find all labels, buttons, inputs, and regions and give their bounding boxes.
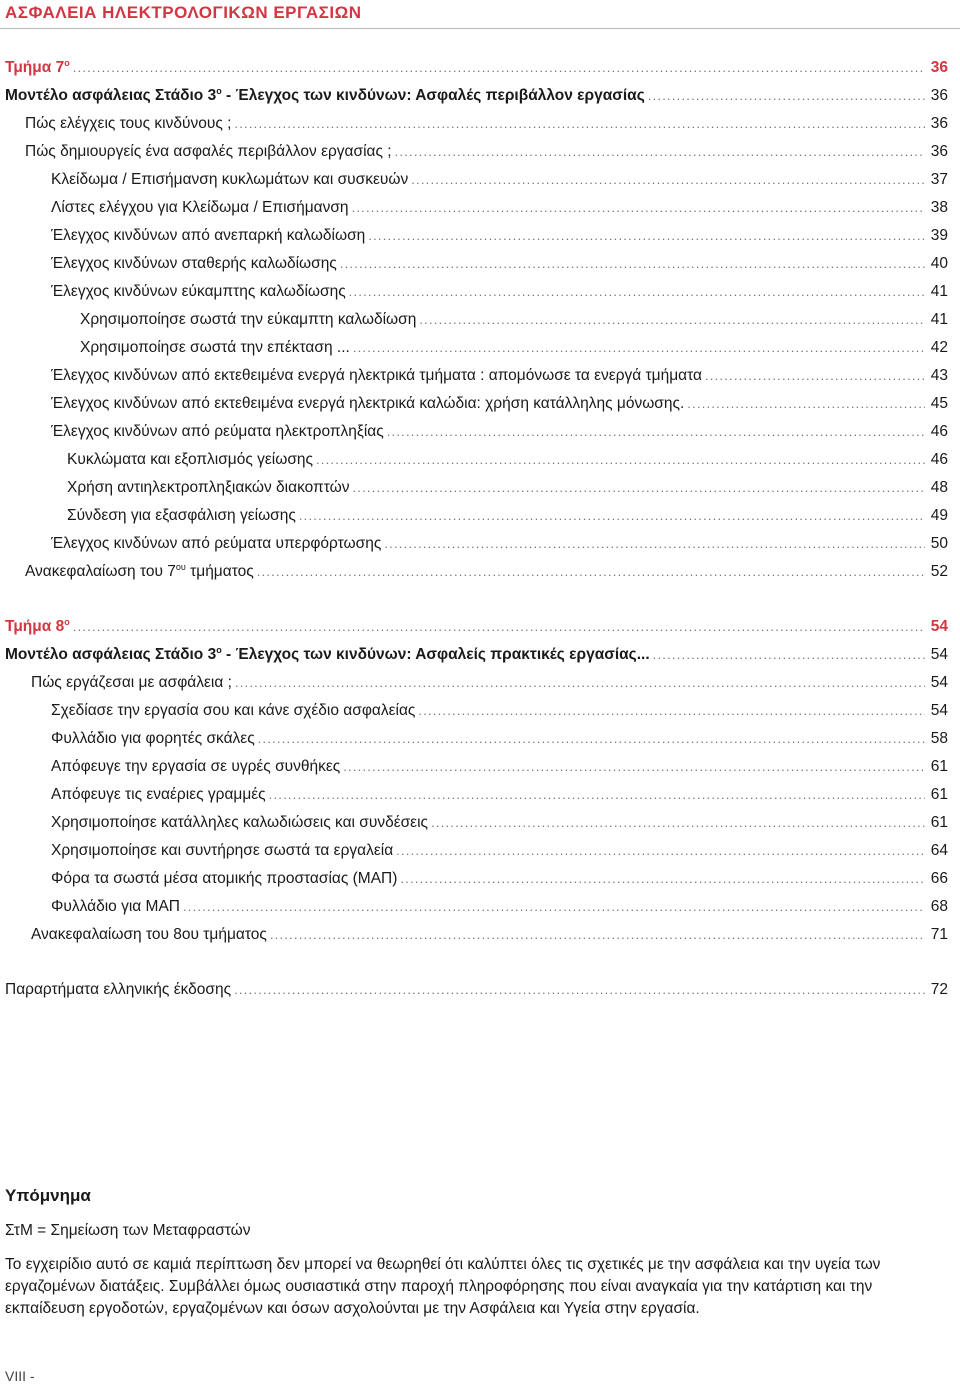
toc-entry[interactable] <box>0 531 948 557</box>
leader-dots <box>411 167 925 193</box>
toc-page-number: 66 <box>930 870 948 887</box>
toc-page-number: 39 <box>930 227 948 244</box>
toc-page-number: 46 <box>930 451 948 468</box>
toc-page-number: 72 <box>930 981 948 998</box>
toc-label: Έλεγχος κινδύνων σταθερής καλωδίωσης <box>51 255 337 272</box>
leader-dots <box>368 223 924 249</box>
leader-dots <box>353 335 925 361</box>
toc-entry[interactable] <box>0 670 948 696</box>
toc-label: Απόφευγε τις εναέριες γραμμές <box>51 786 266 803</box>
toc-label: Κλείδωμα / Επισήμανση κυκλωμάτων και συσκευών <box>51 171 409 188</box>
leader-dots <box>705 363 925 389</box>
leader-dots <box>235 670 925 696</box>
toc-label: Έλεγχος κινδύνων από εκτεθειμένα ενεργά ηλεκτρικά καλώδια: χρήση κατάλληλης μόνωσης. <box>51 395 685 412</box>
leader-dots <box>353 475 925 501</box>
leader-dots <box>349 279 925 305</box>
toc-page-number: 42 <box>930 339 948 356</box>
toc-page-number: 45 <box>930 395 948 412</box>
leader-dots <box>343 754 925 780</box>
toc-label: Φόρα τα σωστά μέσα ατομικής προστασίας (ΜΑΠ) <box>51 870 398 887</box>
toc-page-number: 61 <box>930 786 948 803</box>
leader-dots <box>648 83 925 109</box>
toc-entry[interactable] <box>0 307 948 333</box>
toc-entry[interactable] <box>0 419 948 445</box>
toc-entry[interactable] <box>0 894 948 920</box>
toc-entry[interactable] <box>0 838 948 864</box>
toc-page-number: 50 <box>930 535 948 552</box>
toc-label: Απόφευγε την εργασία σε υγρές συνθήκες <box>51 758 341 775</box>
toc-entry[interactable] <box>0 167 948 193</box>
toc-label: Σύνδεση για εξασφάλιση γείωσης <box>67 507 296 524</box>
toc-entry[interactable] <box>0 111 948 137</box>
toc-page-number: 37 <box>930 171 948 188</box>
toc-page-number: 41 <box>930 311 948 328</box>
toc-label-rest: - Έλεγχος των κινδύνων: Ασφαλείς πρακτικές εργασίας... <box>221 646 650 663</box>
toc-page-number: 36 <box>930 59 948 76</box>
toc-label: Χρήση αντιηλεκτροπληξιακών διακοπτών <box>67 479 350 496</box>
toc-label: Έλεγχος κινδύνων από εκτεθειμένα ενεργά ηλεκτρικά τμήματα : απομόνωσε τα ενεργά τμήματα <box>51 367 702 384</box>
toc-label: Κυκλώματα και εξοπλισμός γείωσης <box>67 451 313 468</box>
toc-label: Έλεγχος κινδύνων από ρεύματα υπερφόρτωσης <box>51 535 382 552</box>
leader-dots <box>270 922 925 948</box>
toc-page-number: 36 <box>930 143 948 160</box>
toc-entry[interactable] <box>0 251 948 277</box>
toc-label: Έλεγχος κινδύνων εύκαμπτης καλωδίωσης <box>51 283 346 300</box>
toc-page-number: 54 <box>930 674 948 691</box>
legend-abbreviation: ΣτΜ = Σημείωση των Μεταφραστών <box>5 1222 251 1239</box>
leader-dots <box>234 111 924 137</box>
toc-model-stage-3-environment[interactable]: Μοντέλο ασφάλειας Στάδιο $3^o$ - Έλεγχος των κινδύνων: Ασφαλές περιβάλλον εργασίας ..... 36 <box>0 83 948 109</box>
header-divider <box>0 28 960 29</box>
toc-entry[interactable] <box>0 279 948 305</box>
toc-entry[interactable] <box>0 503 948 529</box>
document-header-title: ΑΣΦΑΛΕΙΑ ΗΛΕΚΤΡΟΛΟΓΙΚΩΝ ΕΡΓΑΣΙΩΝ <box>5 3 362 22</box>
toc-page-number: 61 <box>930 758 948 775</box>
toc-page-number: 48 <box>930 479 948 496</box>
toc-label: Χρησιμοποίησε σωστά την επέκταση ... <box>80 339 350 356</box>
toc-section-7[interactable]: Τμήμα $7^o$ ..... 36 <box>0 55 948 81</box>
leader-dots <box>352 195 925 221</box>
toc-label-rest: τμήματος <box>185 563 254 580</box>
leader-dots <box>316 447 925 473</box>
toc-label: Ανακεφαλαίωση του 7 <box>25 563 176 580</box>
leader-dots <box>653 642 925 668</box>
toc-entry[interactable] <box>0 139 948 165</box>
disclaimer-note: Το εγχειρίδιο αυτό σε καμιά περίπτωση δεν μπορεί να θεωρηθεί ότι καλύπτει όλες τις σχετικές με την ασφάλεια και την υγεία των εργαζομένων διατάξεις. Συμβάλλει όμως ουσιαστικά στην παροχή πληροφόρησης που είναι αναγκαία για την κατάρτιση και την εκπαίδευση εργοδοτών, εργαζομένων και όσων ασχολούνται με την Ασφάλεια και Υγεία στην εργασία. <box>5 1256 881 1317</box>
leader-dots <box>234 977 925 1003</box>
toc-label: Πώς εργάζεσαι με ασφάλεια ; <box>31 674 232 691</box>
toc-page-number: 71 <box>930 926 948 943</box>
toc-page-number: 54 <box>930 618 948 635</box>
toc-label: Φυλλάδιο για ΜΑΠ <box>51 898 180 915</box>
leader-dots <box>183 894 925 920</box>
toc-page-number: 36 <box>930 115 948 132</box>
toc-label: Πώς ελέγχεις τους κινδύνους ; <box>25 115 232 132</box>
toc-page-number: 52 <box>930 563 948 580</box>
leader-dots <box>418 698 924 724</box>
toc-entry[interactable] <box>0 754 948 780</box>
leader-dots <box>258 726 925 752</box>
leader-dots <box>395 139 925 165</box>
leader-dots <box>396 838 925 864</box>
leader-dots <box>340 251 925 277</box>
leader-dots <box>419 307 924 333</box>
toc-label: Χρησιμοποίησε σωστά την εύκαμπτη καλωδίωση <box>80 311 417 328</box>
toc-label: Τμήμα 8 <box>5 618 65 635</box>
toc-label: Μοντέλο ασφάλειας Στάδιο 3 <box>5 87 217 104</box>
toc-label: Χρησιμοποίησε και συντήρησε σωστά τα εργαλεία <box>51 842 394 859</box>
toc-page-number: 41 <box>930 283 948 300</box>
toc-entry[interactable] <box>0 195 948 221</box>
toc-page-number: 68 <box>930 898 948 915</box>
toc-summary-section-8[interactable] <box>0 922 948 948</box>
toc-page-number: 40 <box>930 255 948 272</box>
leader-dots <box>299 503 925 529</box>
toc-page-number: 54 <box>930 702 948 719</box>
toc-page-number: 61 <box>930 814 948 831</box>
leader-dots <box>73 55 925 81</box>
toc-entry[interactable] <box>0 726 948 752</box>
toc-label: Μοντέλο ασφάλειας Στάδιο 3 <box>5 646 217 663</box>
toc-model-stage-3-practices[interactable]: Μοντέλο ασφάλειας Στάδιο $3^o$ - Έλεγχος των κινδύνων: Ασφαλείς πρακτικές εργασίας... ..... 54 <box>0 642 948 668</box>
toc-entry[interactable] <box>0 223 948 249</box>
toc-summary-section-7[interactable]: Ανακεφαλαίωση του $7^{o\upsilon}$ τμήματος ..... 52 <box>0 559 948 585</box>
toc-label: Λίστες ελέγχου για Κλείδωμα / Επισήμανση <box>51 199 349 216</box>
toc-page-number: 36 <box>930 87 948 104</box>
toc-page-number: 38 <box>930 199 948 216</box>
toc-label: Τμήμα 7 <box>5 59 65 76</box>
page-number-footer: VIII - <box>5 1368 35 1384</box>
leader-dots <box>431 810 925 836</box>
toc-page-number: 46 <box>930 423 948 440</box>
leader-dots <box>387 419 925 445</box>
toc-entry[interactable] <box>0 810 948 836</box>
toc-page-number: 64 <box>930 842 948 859</box>
toc-section-8[interactable]: Τμήμα $8^o$ ..... 54 <box>0 614 948 640</box>
toc-page-number: 43 <box>930 367 948 384</box>
toc-label-rest: - Έλεγχος των κινδύνων: Ασφαλές περιβάλλον εργασίας <box>221 87 645 104</box>
toc-entry[interactable] <box>0 782 948 808</box>
toc-entry[interactable] <box>0 447 948 473</box>
toc-entry[interactable] <box>0 475 948 501</box>
toc-entry[interactable] <box>0 698 948 724</box>
toc-page-number: 54 <box>930 646 948 663</box>
toc-label: Σχεδίασε την εργασία σου και κάνε σχέδιο ασφαλείας <box>51 702 416 719</box>
toc-entry[interactable] <box>0 335 948 361</box>
toc-label: Πώς δημιουργείς ένα ασφαλές περιβάλλον εργασίας ; <box>25 143 392 160</box>
toc-entry[interactable] <box>0 866 948 892</box>
toc-label: Χρησιμοποίησε κατάλληλες καλωδιώσεις και συνδέσεις <box>51 814 429 831</box>
toc-entry[interactable] <box>0 363 948 389</box>
toc-entry[interactable] <box>0 391 948 417</box>
toc-page-number: 49 <box>930 507 948 524</box>
toc-label: Παραρτήματα ελληνικής έκδοσης <box>5 981 232 998</box>
toc-page-number: 58 <box>930 730 948 747</box>
toc-label: Ανακεφαλαίωση του 8ου τμήματος <box>31 926 267 943</box>
leader-dots <box>269 782 925 808</box>
leader-dots <box>73 614 925 640</box>
leader-dots <box>257 559 925 585</box>
toc-label: Έλεγχος κινδύνων από ανεπαρκή καλωδίωση <box>51 227 366 244</box>
legend-title: Υπόμνημα <box>5 1186 91 1205</box>
toc-appendix[interactable] <box>0 977 948 1003</box>
toc-label: Έλεγχος κινδύνων από ρεύματα ηλεκτροπληξίας <box>51 423 384 440</box>
leader-dots <box>687 391 924 417</box>
leader-dots <box>384 531 924 557</box>
leader-dots <box>400 866 924 892</box>
toc-label: Φυλλάδιο για φορητές σκάλες <box>51 730 255 747</box>
